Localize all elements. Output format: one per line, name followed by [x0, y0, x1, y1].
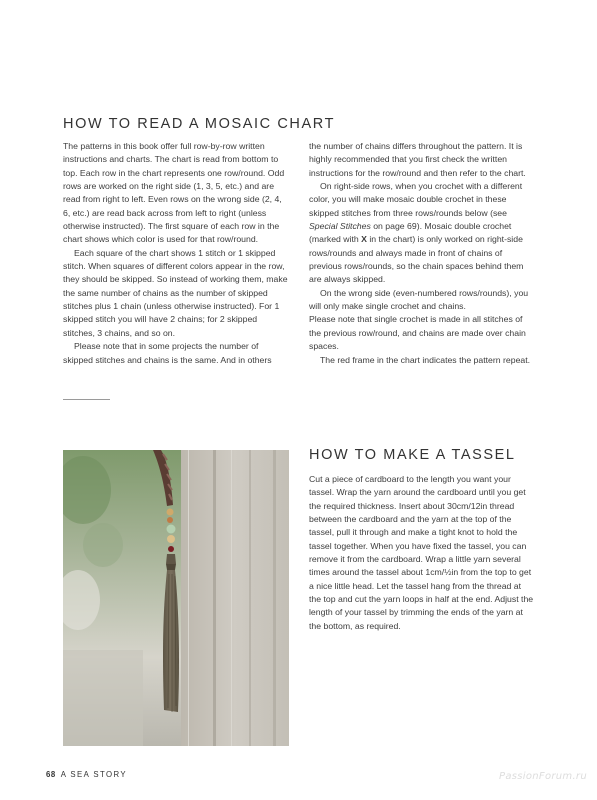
- watermark: PassionForum.ru: [498, 771, 587, 782]
- text-run: on page 69). Mosaic double crochet (marked with: [309, 221, 512, 245]
- special-stitches-reference: Special Stitches: [309, 221, 371, 232]
- text-run: On right-side rows, when you crochet with a different color, you will make mosaic double crochet in these skipped stitches from three rows/rounds below (see: [309, 181, 523, 218]
- paragraph: [309, 180, 535, 287]
- paragraph: the number of chains differs throughout the pattern. It is highly recommended that you first check the written instructions for the row/round and then refer to the chart.: [309, 141, 526, 178]
- section-divider: [63, 399, 110, 400]
- paragraph: The patterns in this book offer full row-by-row written instructions and charts. The chart is read from bottom to top. Each row in the chart represents one row/round. Odd rows are worked on the right side (1, 3, 5, etc.) and are read from right to left. Even rows on the wrong side (2, 4, 6, etc.) are read back across from left to right (unless otherwise instructed). The first square of each row in the chart shows which color is used for that row/round.: [63, 141, 285, 245]
- paragraph: The red frame in the chart indicates the pattern repeat.: [320, 354, 531, 365]
- text-run: in the chart) is only worked on right-side rows/rounds and always made in front of chains of previous rows/rounds, so the chain spaces behind them are always skipped.: [309, 234, 524, 285]
- paragraph: Please note that in some projects the number of skipped stitches and chains is the same. And in others: [63, 341, 272, 365]
- paragraph: On the wrong side (even-numbered rows/rounds), you will only make single crochet and chains.: [309, 287, 529, 312]
- paragraph: Please note that single crochet is made in all stitches of the previous row/round, and chains are made over chain spaces.: [309, 314, 526, 352]
- tassel-text-column: [309, 473, 535, 633]
- section-heading-tassel: HOW TO MAKE A TASSEL: [309, 447, 516, 463]
- mosaic-symbol-x: X: [361, 234, 367, 245]
- paragraph: Cut a piece of cardboard to the length you want your tassel. Wrap the yarn around the cardboard until you get the required thickness. Insert about 30cm/12in thread between the cardboard and the yarn at the top of the tassel, pull it through and make a tight knot to hold the tassel together. When you have fixed the tassel, you can remove it from the cardboard. Wrap a little yarn several times around the tassel about 1cm/½in from the top to get a nice little head. Let the tassel hang from the thread at the top and cut the yarn loops in half at the end. Adjust the length of your tassel by trimming the ends of the yarn at the bottom, as required.: [309, 474, 534, 631]
- paragraph: Each square of the chart shows 1 stitch or 1 skipped stitch. When squares of different colors appear in the row, they should be skipped. So instead of working them, make the same number of chains as the number of skipped stitches plus 1 chain (unless otherwise instructed). For 1 skipped stitch you will have 2 chains; for 2 skipped stitches, 3 chains, and so on.: [63, 247, 288, 338]
- tassel-photo: [63, 450, 289, 746]
- mosaic-text-column-right: [309, 140, 535, 367]
- page-number: 68: [46, 770, 56, 779]
- book-title: A SEA STORY: [60, 770, 127, 779]
- mosaic-text-column-left: [63, 140, 288, 367]
- page-footer: [46, 770, 127, 779]
- section-heading-mosaic-chart: HOW TO READ A MOSAIC CHART: [63, 116, 336, 132]
